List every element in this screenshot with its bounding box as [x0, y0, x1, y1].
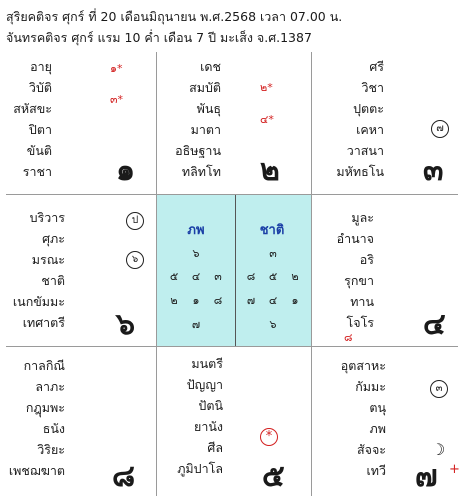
- house-number: ๗: [415, 459, 438, 494]
- chat-digit: ๑: [291, 294, 299, 307]
- chat-digit: ๒: [291, 270, 299, 283]
- house-label: สหัสขะ: [13, 101, 52, 116]
- solar-date-line: สุริยคติจร ศุกร์ ที่ 20 เดือนมิถุนายน พ.ศ.2568 เวลา 07.00 น.: [6, 9, 343, 24]
- house-number: ๒: [260, 153, 280, 188]
- house-number: ๖: [116, 307, 136, 342]
- bhop-digit: ๒: [170, 294, 178, 307]
- house-label: วิบัติ: [28, 80, 52, 95]
- bhop-title: ภพ: [187, 223, 205, 238]
- house-label: เดช: [200, 59, 221, 74]
- house-label: มนตรี: [191, 356, 223, 371]
- house-label: บริวาร: [29, 210, 65, 225]
- house-label: ภพ: [369, 421, 386, 436]
- house-6: [0, 194, 156, 346]
- house-label: อำนาจ: [336, 231, 374, 246]
- house-label: มูละ: [351, 210, 374, 225]
- house-label: เพชฌฆาต: [8, 463, 65, 478]
- planet-venus-icon: ๖: [126, 251, 144, 269]
- planet-pluto-icon: ป: [126, 212, 144, 230]
- house-label: วิชา: [361, 80, 384, 95]
- house-label: ยานัง: [194, 419, 223, 434]
- center-divider: [235, 195, 236, 346]
- house-label: สมบัติ: [189, 80, 221, 95]
- house-number: ๓: [423, 153, 444, 188]
- house-8: [0, 346, 156, 501]
- chat-digit: ๕: [268, 270, 278, 283]
- house-label: ปิตา: [28, 122, 52, 137]
- house-label: ทลิทโท: [181, 164, 221, 179]
- house-label: ตนุ: [369, 400, 386, 415]
- house-number: ๕: [262, 459, 285, 494]
- house-label: เทวี: [366, 463, 386, 478]
- house-label: ธนัง: [42, 421, 65, 436]
- house-label: อธิษฐาน: [175, 143, 221, 158]
- chat-digit: ๘: [246, 270, 256, 283]
- house-label: กัมมะ: [355, 379, 386, 394]
- rahu-marker: ๘: [344, 331, 353, 344]
- house-label: ขันติ: [26, 143, 52, 158]
- house-label: ราชา: [22, 164, 52, 179]
- house-number: ๘: [112, 459, 136, 494]
- house-label: อริ: [359, 252, 374, 267]
- house-label: พันธุ: [196, 101, 221, 116]
- planet-mars-icon: ๓: [430, 380, 448, 398]
- house-label: ศุภะ: [42, 231, 65, 246]
- house-label: มรณะ: [31, 252, 65, 267]
- planet-marker: ๒*: [260, 81, 273, 94]
- house-label: ปัตนิ: [198, 398, 223, 413]
- house-label: ศีล: [207, 440, 223, 455]
- house-label: ลาภะ: [35, 379, 65, 394]
- house-label: ปุตตะ: [353, 101, 384, 116]
- house-label: ภูมิปาโล: [177, 461, 223, 476]
- house-3: [311, 52, 464, 194]
- bhop-digit: ๓: [214, 270, 222, 283]
- bhop-digit: ๗: [191, 318, 201, 331]
- planet-marker: ๑*: [110, 62, 123, 75]
- planet-saturn-icon: ๗: [431, 120, 449, 138]
- house-7: [311, 346, 464, 501]
- bhop-digit: ๘: [213, 294, 223, 307]
- moon-icon: ☽: [431, 440, 446, 459]
- house-5: [156, 346, 311, 501]
- house-label: รุกขา: [344, 273, 374, 288]
- chat-digit: ๗: [246, 294, 256, 307]
- house-label: ศรี: [369, 59, 384, 74]
- planet-marker: ๓*: [110, 93, 124, 106]
- house-1: [0, 52, 156, 194]
- house-number: ๔: [423, 307, 446, 342]
- house-label: มาตา: [190, 122, 221, 137]
- house-label: กาลกิณี: [23, 358, 65, 373]
- house-label: เคหา: [356, 122, 384, 137]
- house-label: เนกขัมมะ: [12, 294, 65, 309]
- lunar-date-line: จันทรคติจร ศุกร์ แรม 10 ค่ำ เดือน 7 ปี มะเส็ง จ.ศ.1387: [6, 30, 312, 45]
- house-label: มหัทธโน: [336, 164, 384, 179]
- house-label: ปัญญา: [186, 377, 223, 392]
- bhop-digit: ๕: [169, 270, 179, 283]
- lagna-star-icon: *: [260, 428, 278, 446]
- house-label: อุตสาหะ: [340, 358, 386, 373]
- house-number: ๑: [116, 153, 136, 188]
- house-label: โจโร: [346, 315, 374, 330]
- house-2: [156, 52, 311, 194]
- chat-digit: ๖: [269, 318, 277, 331]
- bhop-digit: ๑: [192, 294, 200, 307]
- chat-digit: ๔: [268, 294, 278, 307]
- plus-marker: +: [449, 462, 460, 477]
- chat-title: ชาติ: [259, 223, 285, 238]
- house-label: ชาติ: [41, 273, 65, 288]
- bhop-digit: ๔: [191, 270, 201, 283]
- house-label: สัจจะ: [357, 442, 386, 457]
- house-label: วิริยะ: [37, 442, 65, 457]
- planet-marker: ๔*: [260, 113, 274, 126]
- house-label: กฎุมพะ: [25, 400, 65, 415]
- house-label: ทาน: [350, 294, 374, 309]
- house-label: วาสนา: [346, 143, 384, 158]
- house-label: เทศาตรี: [22, 315, 65, 330]
- house-label: อายุ: [30, 59, 52, 74]
- chat-digit: ๓: [269, 247, 277, 260]
- house-4: [311, 194, 464, 346]
- bhop-digit: ๖: [192, 247, 200, 260]
